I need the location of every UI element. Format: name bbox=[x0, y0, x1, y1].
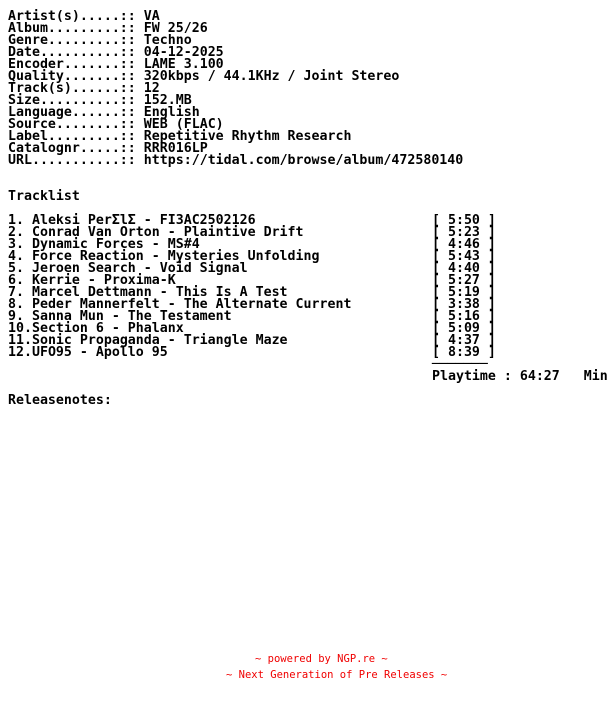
field-value: English bbox=[143, 105, 200, 120]
track-number: 5. bbox=[8, 261, 32, 276]
footer-tagline: ~ Next Generation of Pre Releases ~ bbox=[226, 669, 448, 681]
track-title: Sanna Mun - The Testament bbox=[31, 309, 232, 324]
track-title: Peder Mannerfelt - The Alternate Current bbox=[31, 297, 352, 312]
footer-powered-by: ~ powered by NGP.re ~ bbox=[255, 653, 388, 665]
track-duration: [ 5:16 ] bbox=[432, 309, 496, 324]
track-number: 8. bbox=[8, 297, 32, 312]
track-duration: [ 5:27 ] bbox=[432, 273, 496, 288]
field-label: Quality.......:: bbox=[8, 69, 136, 84]
field-label: Label.........:: bbox=[8, 129, 136, 144]
track-duration: [ 3:38 ] bbox=[432, 297, 496, 312]
track-duration: [ 5:09 ] bbox=[432, 321, 496, 336]
playtime-total: Playtime : 64:27 Min bbox=[432, 369, 608, 384]
track-duration: [ 8:39 ] bbox=[432, 345, 496, 360]
track-duration: [ 5:23 ] bbox=[432, 225, 496, 240]
releasenotes-heading: Releasenotes: bbox=[8, 393, 112, 408]
field-value: RRR016LP bbox=[143, 141, 208, 156]
field-label: Date..........:: bbox=[8, 45, 136, 60]
track-duration: [ 4:46 ] bbox=[432, 237, 496, 252]
track-title: Marcel Dettmann - This Is A Test bbox=[31, 285, 288, 300]
track-number: 12. bbox=[8, 345, 32, 360]
blank-line bbox=[8, 167, 608, 179]
field-label: Catalognr.....:: bbox=[8, 141, 136, 156]
track-title: UFO95 - Apollo 95 bbox=[31, 345, 168, 360]
field-label: Language......:: bbox=[8, 105, 136, 120]
tracklist-heading: Tracklist bbox=[8, 189, 80, 204]
field-value: 152.MB bbox=[143, 93, 192, 108]
track-number: 4. bbox=[8, 249, 32, 264]
field-label: Artist(s).....:: bbox=[8, 9, 136, 24]
field-value: VA bbox=[143, 9, 160, 24]
track-row bbox=[8, 347, 608, 359]
field-label: Genre.........:: bbox=[8, 33, 136, 48]
track-number: 10. bbox=[8, 321, 32, 336]
track-title: Aleksi PerΣlΣ - FI3AC2502126 bbox=[31, 213, 256, 228]
field-value: 04-12-2025 bbox=[143, 45, 224, 60]
blank-line bbox=[8, 179, 608, 191]
track-title: Sonic Propaganda - Triangle Maze bbox=[31, 333, 288, 348]
field-value: LAME 3.100 bbox=[143, 57, 224, 72]
track-number: 2. bbox=[8, 225, 32, 240]
field-label: Size..........:: bbox=[8, 93, 136, 108]
field-value: FW 25/26 bbox=[143, 21, 208, 36]
track-number: 6. bbox=[8, 273, 32, 288]
track-duration: [ 5:19 ] bbox=[432, 285, 496, 300]
track-title: Section 6 - Phalanx bbox=[31, 321, 184, 336]
track-duration: [ 4:37 ] bbox=[432, 333, 496, 348]
track-title: Kerrie - Proxima-K bbox=[31, 273, 176, 288]
field-value: WEB (FLAC) bbox=[143, 117, 224, 132]
field-value: Repetitive Rhythm Research bbox=[143, 129, 352, 144]
track-duration: [ 5:43 ] bbox=[432, 249, 496, 264]
field-value: 12 bbox=[143, 81, 160, 96]
field-label: URL...........:: bbox=[8, 153, 136, 168]
track-number: 7. bbox=[8, 285, 32, 300]
field-value: 320kbps / 44.1KHz / Joint Stereo bbox=[143, 69, 400, 84]
field-label: Track(s)......:: bbox=[8, 81, 136, 96]
track-number: 1. bbox=[8, 213, 32, 228]
track-duration: [ 5:50 ] bbox=[432, 213, 496, 228]
field-label: Album.........:: bbox=[8, 21, 136, 36]
track-duration: [ 4:40 ] bbox=[432, 261, 496, 276]
track-title: Conrad Van Orton - Plaintive Drift bbox=[31, 225, 304, 240]
track-number: 11. bbox=[8, 333, 32, 348]
nfo-text-block bbox=[8, 11, 608, 407]
track-title: Dynamic Forces - MS#4 bbox=[31, 237, 200, 252]
playtime-divider: ─────── bbox=[432, 357, 488, 372]
field-value: Techno bbox=[143, 33, 192, 48]
track-number: 3. bbox=[8, 237, 32, 252]
metadata-row bbox=[8, 155, 608, 167]
track-title: Jeroen Search - Void Signal bbox=[31, 261, 248, 276]
track-title: Force Reaction - Mysteries Unfolding bbox=[31, 249, 320, 264]
field-label: Source........:: bbox=[8, 117, 136, 132]
url-value: https://tidal.com/browse/album/472580140 bbox=[143, 153, 464, 168]
field-label: Encoder.......:: bbox=[8, 57, 136, 72]
track-number: 9. bbox=[8, 309, 32, 324]
